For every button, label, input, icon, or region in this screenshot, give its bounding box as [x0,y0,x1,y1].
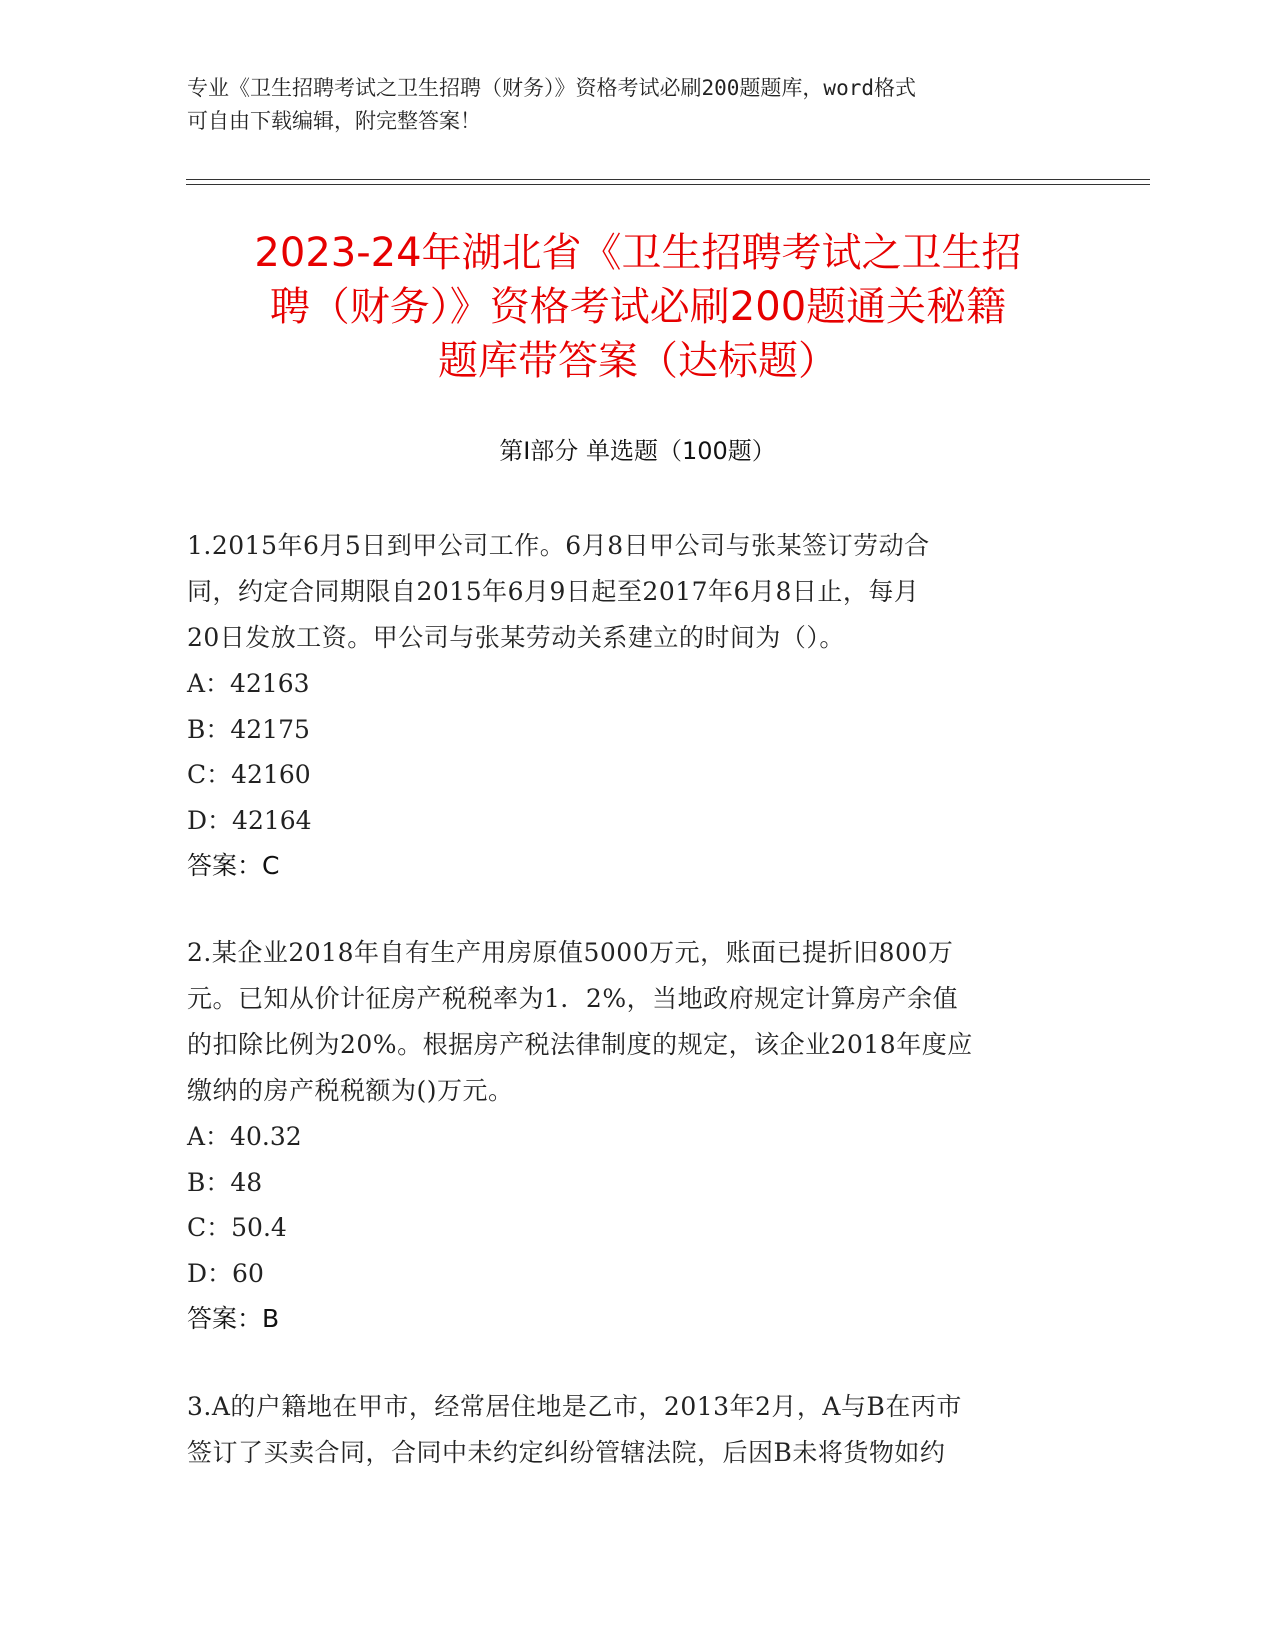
option-c: C：42160 [187,760,311,789]
option-b: B：42175 [187,714,310,744]
question-1 [187,523,1067,889]
title-line: 2023-24年湖北省《卫生招聘考试之卫生招 [254,230,1022,276]
answer: 答案：B [187,1304,280,1333]
question-text: 同，约定合同期限自2015年6月9日起至2017年6月8日止，每月 [187,577,920,606]
question-text: 签订了买卖合同，合同中未约定纠纷管辖法院，后因B未将货物如约 [187,1438,946,1467]
question-text: 3.A的户籍地在甲市，经常居住地是乙市，2013年2月，A与B在丙市 [187,1392,962,1421]
option-c: C：50.4 [187,1213,287,1242]
question-text: 的扣除比例为20%。根据房产税法律制度的规定，该企业2018年度应 [187,1030,973,1059]
title-line: 聘（财务）》资格考试必刷200题通关秘籍 [269,284,1007,330]
option-d: D：42164 [187,805,312,835]
header-note [187,72,1087,138]
header-divider [186,179,1150,180]
question-text: 2.某企业2018年自有生产用房原值5000万元，账面已提折旧800万 [187,938,954,967]
option-a: A：42163 [187,669,310,698]
question-3 [187,1384,1067,1476]
document-title [160,226,1116,388]
header-divider [186,184,1150,185]
header-note-line: 专业《卫生招聘考试之卫生招聘（财务）》资格考试必刷200题题库，word格式 [187,76,916,100]
title-line: 题库带答案（达标题） [438,338,838,384]
question-2 [187,930,1067,1342]
option-a: A：40.32 [187,1122,302,1151]
option-d: D：60 [187,1258,264,1288]
answer: 答案：C [187,851,280,880]
question-text: 缴纳的房产税税额为()万元。 [187,1076,514,1105]
question-text: 20日发放工资。甲公司与张某劳动关系建立的时间为（）。 [187,623,845,652]
option-b: B：48 [187,1167,263,1197]
section-title: 第Ⅰ部分 单选题（100题） [499,437,776,465]
header-note-line: 可自由下载编辑，附完整答案！ [187,109,481,133]
question-text: 1.2015年6月5日到甲公司工作。6月8日甲公司与张某签订劳动合 [187,531,930,560]
question-text: 元。已知从价计征房产税税率为1．2%，当地政府规定计算房产余值 [187,984,959,1013]
